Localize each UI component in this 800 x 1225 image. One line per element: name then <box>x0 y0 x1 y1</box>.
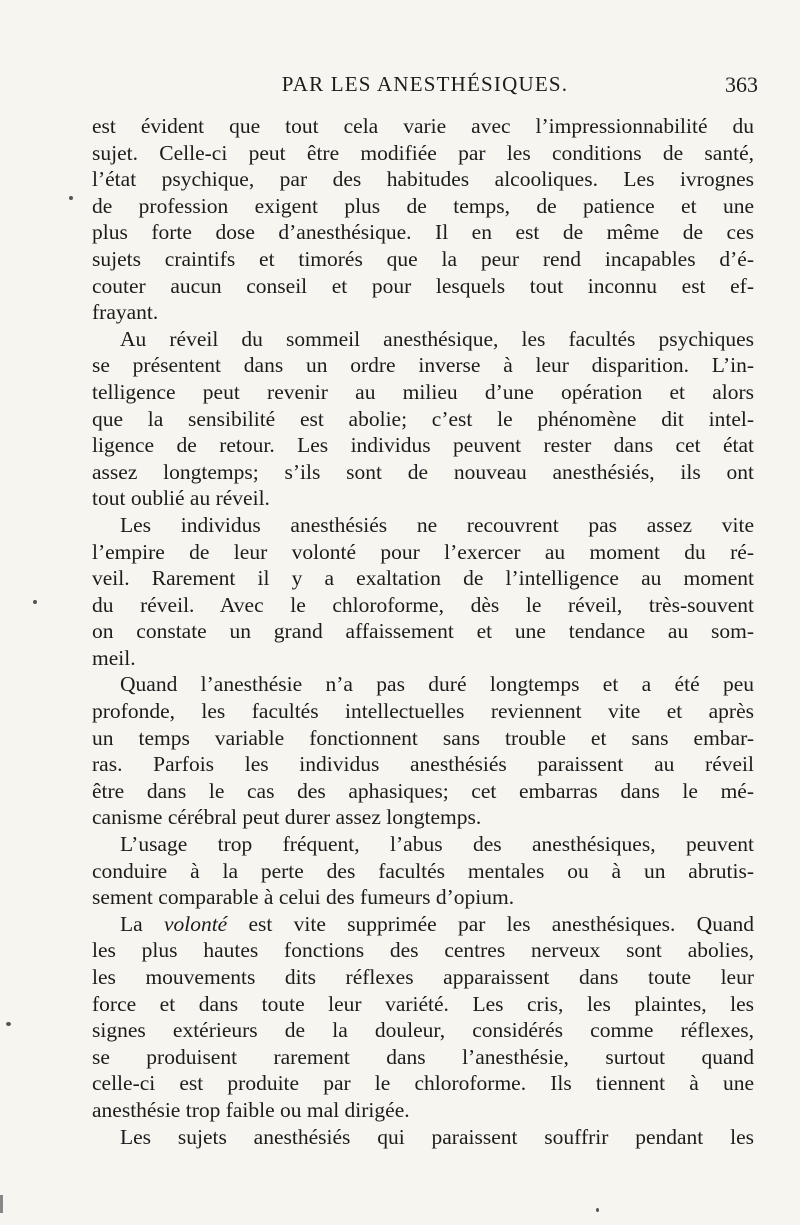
text-line: canisme cérébral peut durer assez longtemps. <box>92 805 482 830</box>
text-line: sujets craintifs et timorés que la peur rend incapables d’é- <box>92 246 754 271</box>
text-line: se produisent rarement dans l’anesthésie, surtout quand <box>92 1044 754 1069</box>
text-line: est évident que tout cela varie avec l’impressionnabilité du <box>92 114 754 138</box>
text-line: être dans le cas des aphasiques; cet embarras dans le mé- <box>92 778 754 803</box>
running-title: PAR LES ANESTHÉSIQUES. <box>281 72 569 96</box>
text-line: l’état psychique, par des habitudes alcooliques. Les ivrognes <box>92 167 754 192</box>
text-line: ligence de retour. Les individus peuvent rester dans cet état <box>92 433 754 458</box>
text-fragment: La <box>120 911 164 936</box>
text-line: Les sujets anesthésiés qui paraissent souffrir pendant les <box>120 1124 754 1149</box>
scan-speck <box>596 1208 599 1212</box>
text-line: que la sensibilité est abolie; c’est le phénomène dit intel- <box>92 406 754 431</box>
text-line: frayant. <box>92 300 159 325</box>
text-line: Les individus anesthésiés ne recouvrent pas assez vite <box>120 512 754 537</box>
page-edge-mark <box>0 1195 3 1213</box>
text-line: Quand l’anesthésie n’a pas duré longtemps et a été peu <box>120 672 754 697</box>
text-line: assez longtemps; s’ils sont de nouveau anesthésiés, ils ont <box>92 459 754 484</box>
page-number: 363 <box>725 72 758 97</box>
text-line: du réveil. Avec le chloroforme, dès le réveil, très-souvent <box>92 592 754 617</box>
body-text <box>92 113 754 1150</box>
text-line: sement comparable à celui des fumeurs d’opium. <box>92 885 515 910</box>
text-line: L’usage trop fréquent, l’abus des anesthésiques, peuvent <box>120 832 754 857</box>
text-line: l’empire de leur volonté pour l’exercer au moment du ré- <box>92 539 754 564</box>
scan-speck <box>6 1022 11 1026</box>
text-line: les plus hautes fonctions des centres nerveux sont abolies, <box>92 938 754 963</box>
text-line: profonde, les facultés intellectuelles reviennent vite et après <box>92 699 754 724</box>
text-line: telligence peut revenir au milieu d’une opération et alors <box>92 379 754 404</box>
text-line: anesthésie trop faible ou mal dirigée. <box>92 1097 410 1122</box>
text-line <box>92 911 754 938</box>
scan-speck <box>33 600 37 604</box>
text-line: signes extérieurs de la douleur, considérés comme réflexes, <box>92 1018 754 1043</box>
text-line: les mouvements dits réflexes apparaissent dans toute leur <box>92 965 754 989</box>
text-line: veil. Rarement il y a exaltation de l’intelligence au moment <box>92 566 754 591</box>
emphasized-word: volonté <box>163 911 228 936</box>
text-line: un temps variable fonctionnent sans trouble et sans embar- <box>92 725 754 750</box>
running-head <box>90 70 760 100</box>
scan-speck <box>69 196 73 200</box>
text-line: Au réveil du sommeil anesthésique, les facultés psychiques <box>120 326 754 351</box>
text-line: conduire à la perte des facultés mentales ou à un abrutis- <box>92 858 754 883</box>
text-line: force et dans toute leur variété. Les cris, les plaintes, les <box>92 991 754 1016</box>
text-line: se présentent dans un ordre inverse à leur disparition. L’in- <box>92 353 754 378</box>
text-line: de profession exigent plus de temps, de patience et une <box>92 193 754 218</box>
text-line: tout oublié au réveil. <box>92 486 270 511</box>
text-line: sujet. Celle-ci peut être modifiée par les conditions de santé, <box>92 140 754 165</box>
text-line: meil. <box>92 645 136 670</box>
text-fragment: est vite supprimée par les anesthésiques. Quand <box>227 911 754 936</box>
text-line: plus forte dose d’anesthésique. Il en est de même de ces <box>92 220 754 245</box>
text-line: on constate un grand affaissement et une tendance au som- <box>92 619 754 644</box>
text-line: ras. Parfois les individus anesthésiés paraissent au réveil <box>92 752 754 777</box>
text-line: couter aucun conseil et pour lesquels tout inconnu est ef- <box>92 273 754 298</box>
text-line: celle-ci est produite par le chloroforme. Ils tiennent à une <box>92 1071 754 1096</box>
